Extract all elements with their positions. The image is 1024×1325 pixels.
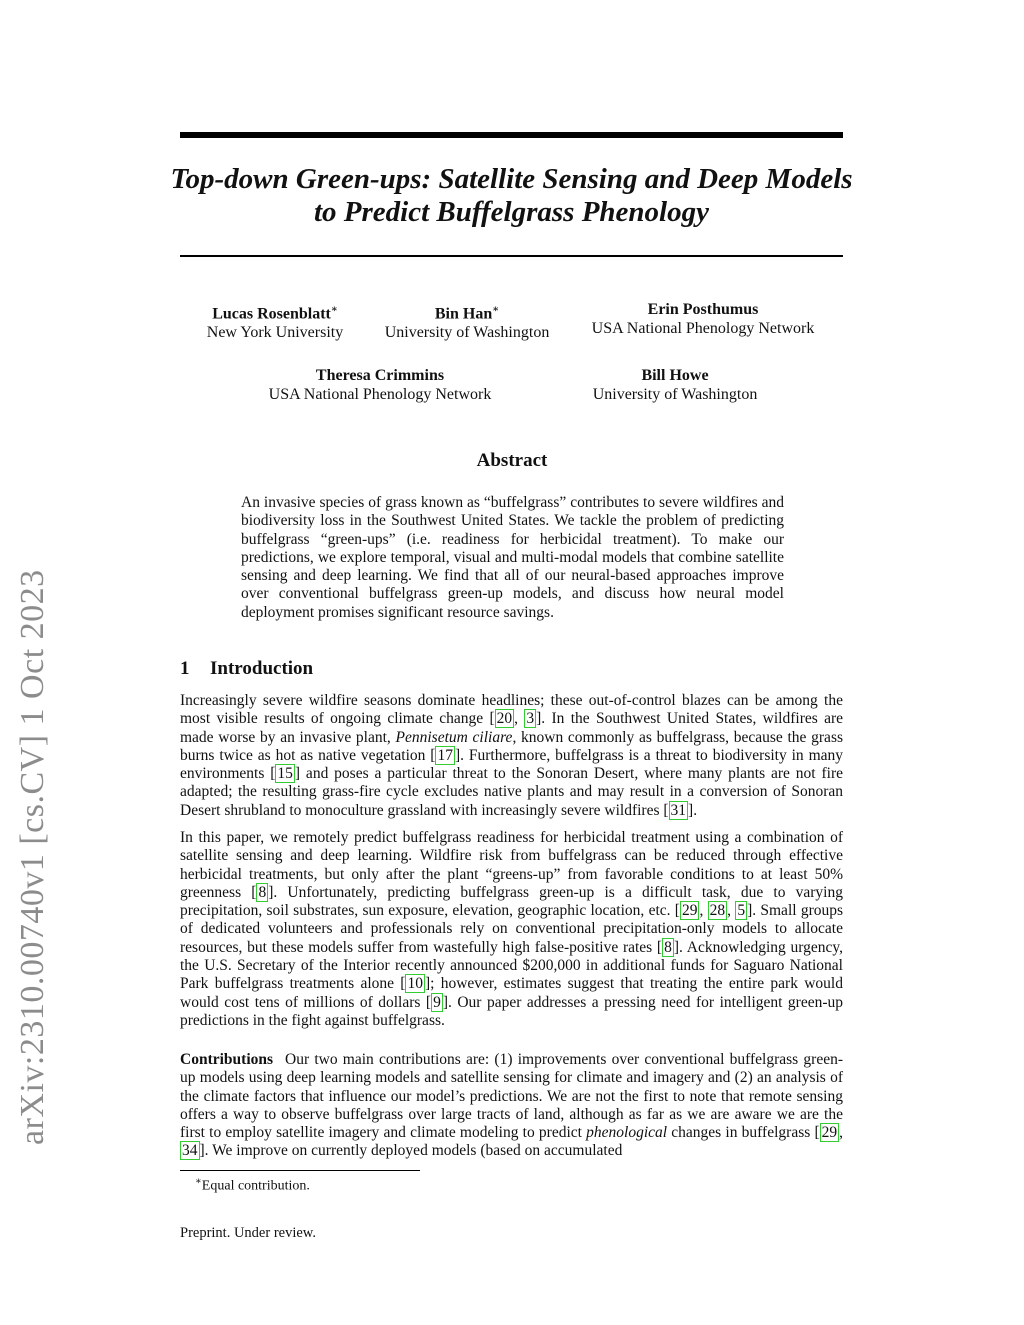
- author-name: Bin Han∗: [434, 304, 500, 323]
- citation-link[interactable]: 20: [496, 710, 513, 728]
- title-bottom-rule: [180, 255, 843, 257]
- citation-link[interactable]: 5: [737, 902, 746, 920]
- author-block: [578, 300, 828, 338]
- preprint-notice: Preprint. Under review.: [180, 1225, 316, 1241]
- author-affiliation: USA National Phenology Network: [268, 386, 492, 403]
- author-block: [372, 300, 562, 342]
- contributions-paragraph: Contributions Our two main contributions are: (1) improvements over conventional buffelgrass green-up models using deep learning models and satellite sensing for climate and imagery and (2) an analysis of the climate factors that influence our model’s predictions. We are not the first to note that remote sensing offers a way to observe buffelgrass over large tracts of land, although as far as we are aware we are the first to employ satellite imagery and climate modeling to predict phenological changes in buffelgrass [ 29 , 34 ]. We improve on currently deployed models (based on accumulated: [180, 1051, 843, 1160]
- citation-link[interactable]: 8: [258, 883, 267, 901]
- footnote: ∗Equal contribution.: [195, 1176, 310, 1194]
- abstract-text: An invasive species of grass known as “buffelgrass” contributes to severe wildfires and biodiversity loss in the Southwest United States. We tackle the problem of predicting buffelgrass “green-ups” (i.e. readiness for herbicidal treatment). To make our predictions, we explore temporal, visual and multi-modal models that combine satellite sensing and deep learning. We find that all of our neural-based approaches improve over conventional buffelgrass green-up models, and discuss how neural model deployment promises significant resource savings.: [241, 494, 784, 621]
- arxiv-identifier: arXiv:2310.00740v1 [cs.CV] 1 Oct 2023: [14, 569, 51, 1145]
- citation-link[interactable]: 28: [709, 902, 726, 920]
- section-title: Introduction: [210, 658, 314, 679]
- citation-link[interactable]: 3: [526, 710, 535, 728]
- footnote-rule: [180, 1170, 420, 1171]
- citation-link[interactable]: 34: [182, 1142, 198, 1160]
- citation-link[interactable]: 29: [681, 902, 698, 920]
- author-affiliation: New York University: [206, 324, 344, 342]
- citation-link[interactable]: 8: [664, 938, 672, 956]
- title-line-1: Top-down Green-ups: Satellite Sensing and Deep Models: [170, 163, 853, 195]
- author-affiliation: University of Washington: [592, 386, 758, 403]
- intro-paragraph-1: Increasingly severe wildfire seasons dominate headlines; these out-of-control blazes can be among the most visible results of ongoing climate change [ 20 , 3 ]. In the Southwest United States, wildfires are made worse by an invasive plant, Pennisetum ciliare, known commonly as buffelgrass, because the grass burns twice as hot as native vegetation [ 17 ]. Furthermore, buffelgrass is a threat to biodiversity in many environments [ 15 ] and poses a particular threat to the Sonoran Desert, where many plants are not fire adapted; the resulting grass-fire cycle excludes native plants and may result in a conversion of Sonoran Desert shrubland to monoculture grassland with increasingly severe wildfires [ 31 ].: [180, 692, 844, 819]
- paper-title: [150, 163, 873, 229]
- citation-link[interactable]: 31: [670, 801, 687, 819]
- citation-link[interactable]: 10: [407, 975, 423, 993]
- citation-link[interactable]: 29: [821, 1124, 838, 1142]
- author-name: Erin Posthumus: [647, 301, 759, 318]
- author-block: [580, 366, 770, 404]
- author-name: Theresa Crimmins: [315, 367, 445, 384]
- author-affiliation: University of Washington: [384, 324, 550, 342]
- intro-paragraph-2: In this paper, we remotely predict buffelgrass readiness for herbicidal treatment using a combination of satellite sensing and deep learning. Wildfire risk from buffelgrass can be reduced through effective herbicidal treatments, but only after the plant “greens-up” from favorable conditions to at least 50% greenness [ 8 ]. Unfortunately, predicting buffelgrass green-up is a difficult task, due to varying precipitation, soil substrates, sun exposure, elevation, geographic location, etc. [ 29 , 28 , 5 ]. Small groups of dedicated volunteers and professionals rely on conventional precipitation-only models to allocate resources, but these models suffer from wastefully high false-positive rates [ 8 ]. Acknowledging urgency, the U.S. Secretary of the Interior recently announced $200,000 in additional funds for Saguaro National Park buffelgrass treatments alone [ 10 ]; however, estimates suggest that treating the entire park would would cost tens of millions of dollars [ 9 ]. Our paper addresses a pressing need for intelligent green-up predictions in the fight against buffelgrass.: [180, 829, 844, 1029]
- title-line-2: to Predict Buffelgrass Phenology: [314, 196, 709, 228]
- author-affiliation: USA National Phenology Network: [591, 320, 815, 337]
- author-block: [195, 300, 355, 342]
- citation-link[interactable]: 15: [277, 765, 293, 783]
- citation-link[interactable]: 9: [433, 993, 441, 1011]
- title-top-rule: [180, 132, 843, 138]
- section-number: 1: [180, 658, 190, 679]
- contributions-runhead: Contributions: [180, 1051, 274, 1068]
- section-heading: [180, 658, 313, 680]
- author-name: Lucas Rosenblatt∗: [212, 304, 338, 323]
- author-block: [250, 366, 510, 404]
- abstract-heading: Abstract: [476, 450, 548, 471]
- citation-link[interactable]: 17: [437, 746, 453, 764]
- author-name: Bill Howe: [641, 367, 709, 384]
